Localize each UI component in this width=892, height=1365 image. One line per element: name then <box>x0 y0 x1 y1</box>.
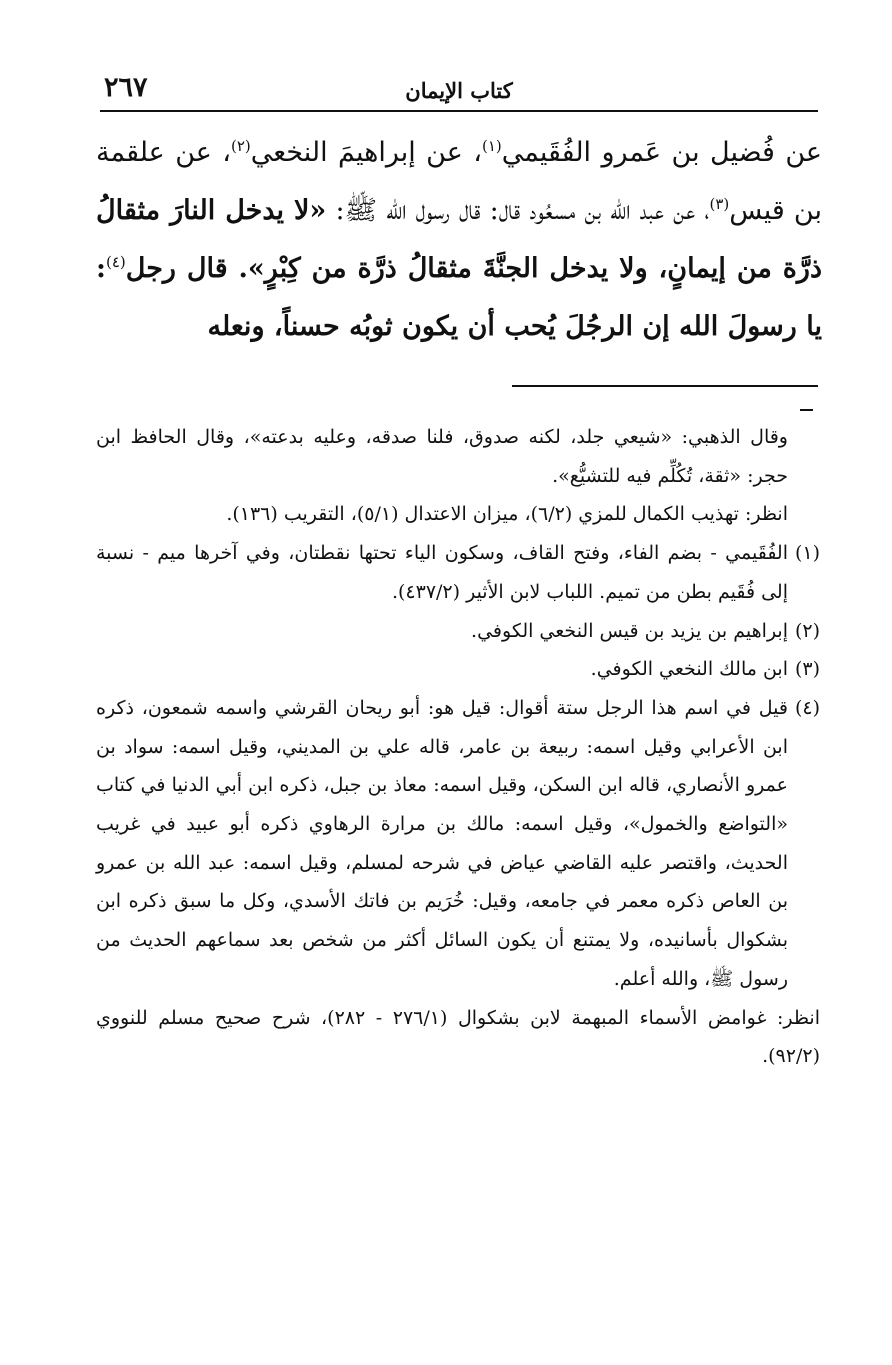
footnote-text: قيل في اسم هذا الرجل ستة أقوال: قيل هو: أبو ريحان القرشي واسمه شمعون، ذكره ابن الأعرابي وقيل اسمه: ربيعة بن عامر، قاله علي بن المديني، وقيل اسمه: سواد بن عمرو الأنصاري، قاله ابن السكن، وقيل اسمه: معاذ بن جبل، ذكره ابن أبي الدنيا في كتاب «التواضع والخمول»، وقيل اسمه: مالك بن مرارة الرهاوي ذكره أبو عبيد في غريب الحديث، واقتصر عليه القاضي عياض في شرحه لمسلم، وقيل اسمه: عبد الله بن عمرو بن العاص ذكره معمر في جامعه، وقيل: خُرَيم بن فاتك الأسدي، وكل ما سبق ذكره ابن بشكوال بأسانيده، ولا يمتنع أن يكون السائل أكثر من شخص بعد سماعهم الحديث من رسول ﷺ، والله أعلم. <box>96 696 788 990</box>
footnote-continuation: وقال الذهبي: «شيعي جلد، لكنه صدوق، فلنا صدقه، وعليه بدعته»، وقال الحافظ ابن حجر: «ثقة، تُكُلِّم فيه للتشيُّع». <box>96 426 788 487</box>
footnote-ref-4: (٤) <box>105 253 126 271</box>
footnote-4-references: انظر: غوامض الأسماء المبهمة لابن بشكوال (٢٧٦/١ - ٢٨٢)، شرح صحيح مسلم للنووي (٩٢/٢). <box>96 1006 820 1068</box>
footnote-number: (٣) <box>794 658 820 681</box>
main-text-segment: ، عن علقمة بن قيس <box>96 137 822 226</box>
page-number: ٢٦٧ <box>104 72 148 103</box>
footnote-4 <box>96 689 820 999</box>
footnote-2 <box>96 612 820 651</box>
footnote-text: إبراهيم بن يزيد بن قيس النخعي الكوفي. <box>471 619 788 642</box>
footnote-number: (١) <box>794 542 820 565</box>
footnote-ref-1: (١) <box>481 137 502 155</box>
hadith-text-continued: : يا رسولَ الله إن الرجُلَ يُحب أن يكون ثوبُه حسناً، ونعله <box>96 253 822 342</box>
continuation-mark <box>800 409 813 411</box>
hadith-text: «لا يدخل النارَ مثقالُ ذرَّة من إيمانٍ، ولا يدخل الجنَّةَ مثقالُ ذرَّة من كِبْرٍ». قال رجل <box>96 195 822 284</box>
footnote-separator <box>512 385 818 387</box>
main-text-segment: ، عن إبراهيمَ النخعي <box>250 137 482 168</box>
running-header <box>100 74 818 112</box>
footnote-1 <box>96 534 820 611</box>
running-title: كتاب الإيمان <box>405 78 513 103</box>
main-text-segment: ، عن عبد الله بن مسعُود قال: قال رسول الله ﷺ: <box>326 195 710 226</box>
footnote-ref-2: (٢) <box>230 137 251 155</box>
footnote-ref-3: (٣) <box>709 195 730 213</box>
footnote-text: الفُقَيمي - بضم الفاء، وفتح القاف، وسكون الياء تحتها نقطتان، وفي آخرها ميم - نسبة إلى فُقَيم بطن من تميم. اللباب لابن الأثير (٤٣٧/٢). <box>96 542 788 603</box>
footnote-continuation-ref: انظر: تهذيب الكمال للمزي (٦/٢)، ميزان الاعتدال (٥/١)، التقريب (١٣٦). <box>226 503 788 526</box>
footnote-number: (٢) <box>794 619 820 642</box>
footnote-number: (٤) <box>794 696 820 719</box>
footnote-3 <box>96 650 820 689</box>
footnote-text: ابن مالك النخعي الكوفي. <box>590 658 788 681</box>
main-text <box>96 124 822 356</box>
main-text-segment: عن فُضيل بن عَمرو الفُقَيمي <box>501 137 822 168</box>
footnotes <box>96 418 820 1076</box>
